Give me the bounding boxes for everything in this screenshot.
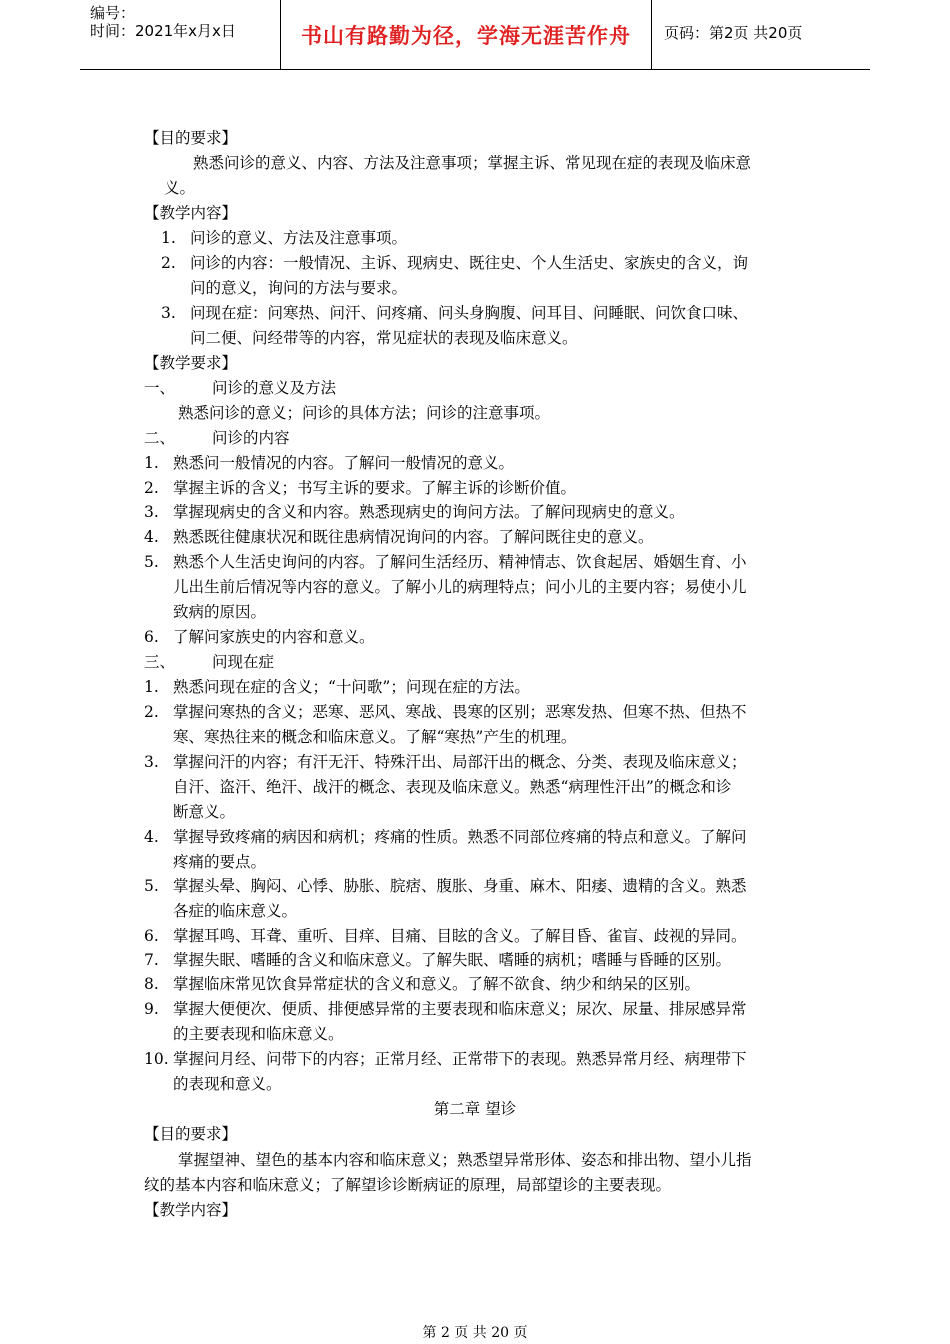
list-number: 2. <box>144 703 159 721</box>
header-divider <box>651 0 652 69</box>
list-number: 6. <box>144 628 159 646</box>
list-item-continuation: 断意义。 <box>173 803 236 821</box>
document-time-label: 时间：2021年x月x日 <box>90 22 236 40</box>
list-item-continuation: 的表现和意义。 <box>173 1075 282 1093</box>
list-number: 1. <box>144 678 159 696</box>
header-motto: 书山有路勤为径，学海无涯苦作舟 <box>301 23 631 48</box>
list-item: 问诊的意义、方法及注意事项。 <box>190 229 408 247</box>
list-number: 3. <box>161 304 176 322</box>
list-item-continuation: 寒、寒热往来的概念和临床意义。了解“寒热”产生的机理。 <box>173 728 577 746</box>
list-item-continuation: 儿出生前后情况等内容的意义。了解小儿的病理特点；问小儿的主要内容；易使小儿 <box>173 578 747 596</box>
page-header <box>80 0 870 70</box>
list-item: 掌握失眠、嗜睡的含义和临床意义。了解失眠、嗜睡的病机；嗜睡与昏睡的区别。 <box>173 951 732 969</box>
list-number: 1. <box>144 454 159 472</box>
list-item-continuation: 疼痛的要点。 <box>173 853 267 871</box>
list-number: 5. <box>144 877 159 895</box>
section-heading-content: 【教学内容】 <box>144 1201 238 1219</box>
list-number: 2. <box>144 479 159 497</box>
list-number: 9. <box>144 1000 159 1018</box>
list-number: 3. <box>144 753 159 771</box>
list-item: 掌握主诉的含义；书写主诉的要求。了解主诉的诊断价值。 <box>173 479 577 497</box>
chapter-title: 第二章 望诊 <box>433 1100 517 1118</box>
list-item-continuation: 致病的原因。 <box>173 603 267 621</box>
list-item: 了解问家族史的内容和意义。 <box>173 628 375 646</box>
list-number: 7. <box>144 951 159 969</box>
list-item: 掌握问寒热的含义；恶寒、恶风、寒战、畏寒的区别；恶寒发热、但寒不热、但热不 <box>173 703 747 721</box>
list-item: 掌握耳鸣、耳聋、重听、目痒、目痛、目眩的含义。了解目昏、雀盲、歧视的异同。 <box>173 927 747 945</box>
list-number: 5. <box>144 553 159 571</box>
header-page-number: 页码：第2页 共20页 <box>664 24 803 42</box>
list-item: 掌握大便便次、便质、排便感异常的主要表现和临床意义；尿次、尿量、排尿感异常 <box>173 1000 747 1018</box>
list-number: 6. <box>144 927 159 945</box>
list-item: 熟悉问现在症的含义；“十问歌”；问现在症的方法。 <box>173 678 530 696</box>
section-heading-goal: 【目的要求】 <box>144 129 238 147</box>
list-item-continuation: 问二便、问经带等的内容，常见症状的表现及临床意义。 <box>190 329 578 347</box>
paragraph-line: 义。 <box>164 179 196 197</box>
section-heading-content: 【教学内容】 <box>144 204 238 222</box>
list-item: 掌握头晕、胸闷、心悸、胁胀、脘痞、腹胀、身重、麻木、阳痿、遗精的含义。熟悉 <box>173 877 747 895</box>
list-item-continuation: 各症的临床意义。 <box>173 902 298 920</box>
list-item: 掌握问月经、问带下的内容；正常月经、正常带下的表现。熟悉异常月经、病理带下 <box>173 1050 747 1068</box>
paragraph-line: 掌握望神、望色的基本内容和临床意义；熟悉望异常形体、姿态和排出物、望小儿指 <box>178 1151 752 1169</box>
subsection-title: 问诊的内容 <box>212 429 290 447</box>
list-item: 问现在症：问寒热、问汗、问疼痛、问头身胸腹、问耳目、问睡眠、问饮食口味、 <box>190 304 749 322</box>
header-meta <box>80 0 280 69</box>
section-heading-goal: 【目的要求】 <box>144 1125 238 1143</box>
section-number: 三、 <box>144 653 176 671</box>
list-item-continuation: 自汗、盗汗、绝汗、战汗的概念、表现及临床意义。熟悉“病理性汗出”的概念和诊 <box>173 778 732 796</box>
list-item: 掌握临床常见饮食异常症状的含义和意义。了解不欲食、纳少和纳呆的区别。 <box>173 975 701 993</box>
list-item: 熟悉既往健康状况和既往患病情况询问的内容。了解问既往史的意义。 <box>173 528 654 546</box>
paragraph-line: 熟悉问诊的意义、内容、方法及注意事项；掌握主诉、常见现在症的表现及临床意 <box>193 154 752 172</box>
list-item-continuation: 的主要表现和临床意义。 <box>173 1025 344 1043</box>
list-item: 掌握导致疼痛的病因和病机；疼痛的性质。熟悉不同部位疼痛的特点和意义。了解问 <box>173 828 747 846</box>
section-number: 二、 <box>144 429 176 447</box>
list-number: 10. <box>144 1050 169 1068</box>
list-number: 8. <box>144 975 159 993</box>
subsection-title: 问现在症 <box>212 653 275 671</box>
list-item: 掌握现病史的含义和内容。熟悉现病史的询问方法。了解问现病史的意义。 <box>173 503 685 521</box>
paragraph-line: 熟悉问诊的意义；问诊的具体方法；问诊的注意事项。 <box>178 404 551 422</box>
document-number-label: 编号： <box>90 4 136 22</box>
list-number: 2. <box>161 254 176 272</box>
paragraph-line: 纹的基本内容和临床意义；了解望诊诊断病证的原理，局部望诊的主要表现。 <box>144 1176 672 1194</box>
list-item-continuation: 问的意义，询问的方法与要求。 <box>190 279 408 297</box>
list-number: 4. <box>144 528 159 546</box>
list-item: 熟悉问一般情况的内容。了解问一般情况的意义。 <box>173 454 515 472</box>
list-item: 熟悉个人生活史询问的内容。了解问生活经历、精神情志、饮食起居、婚姻生育、小 <box>173 553 747 571</box>
list-number: 4. <box>144 828 159 846</box>
list-item: 问诊的内容：一般情况、主诉、现病史、既往史、个人生活史、家族史的含义，询 <box>190 254 749 272</box>
page-footer: 第 2 页 共 20 页 <box>422 1325 528 1341</box>
section-number: 一、 <box>144 379 176 397</box>
list-number: 3. <box>144 503 159 521</box>
subsection-title: 问诊的意义及方法 <box>212 379 337 397</box>
section-heading-requirements: 【教学要求】 <box>144 354 238 372</box>
list-item: 掌握问汗的内容；有汗无汗、特殊汗出、局部汗出的概念、分类、表现及临床意义； <box>173 753 747 771</box>
list-number: 1. <box>161 229 176 247</box>
